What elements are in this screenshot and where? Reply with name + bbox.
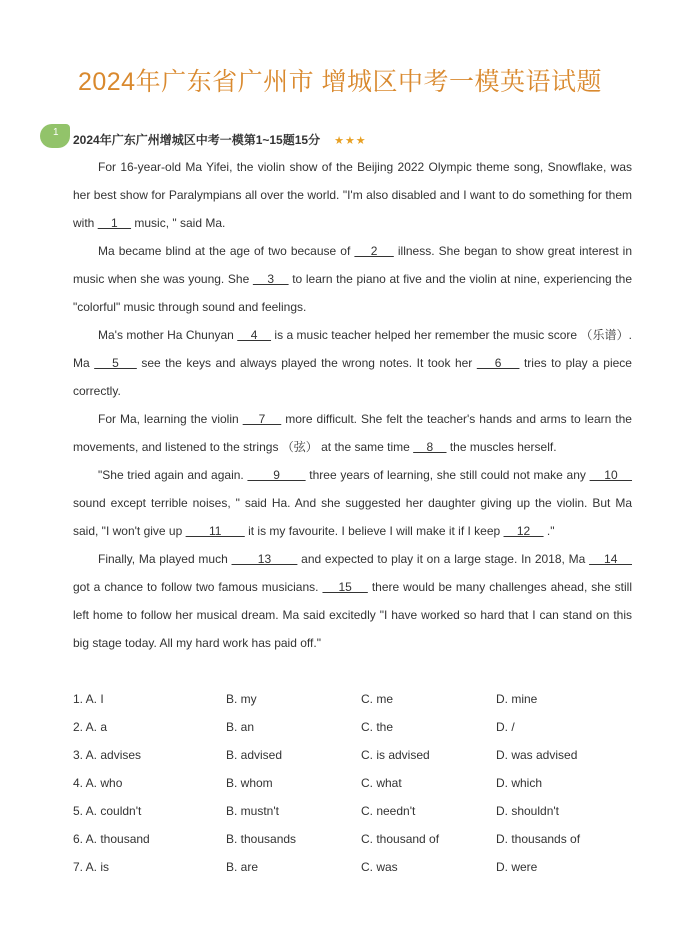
option-choice-d: D. mine [496,692,538,706]
option-choice-c: C. is advised [361,748,430,762]
option-choice-c: C. me [361,692,394,706]
answer-options [73,685,653,881]
passage-text: "She tried again and again. [98,468,248,482]
answer-blank: 13 [231,552,298,566]
answer-blank: 10 [589,468,633,482]
passage-text: Finally, Ma played much [98,552,232,566]
option-choice-a: 1. A. I [73,692,104,706]
passage-paragraph [73,545,632,657]
difficulty-stars-icon: ★★★ [334,135,367,147]
answer-blank: 7 [242,412,282,426]
passage-text: Ma became blind at the age of two because of [98,244,355,258]
option-choice-d: D. thousands of [496,832,581,846]
answer-blank: 5 [94,356,137,370]
option-choice-a: 2. A. a [73,720,108,734]
option-row [73,853,653,881]
option-choice-b: B. advised [226,748,283,762]
passage-text: and expected to play it on a large stage. In 2018, Ma [297,552,590,566]
option-choice-c: C. thousand of [361,832,440,846]
passage-text: sound except terrible noises, " said Ha. And she suggested her daughter giving up the violin. But Ma said, "I won't give up [73,496,632,538]
page-title: 2024年广东省广州市 增城区中考一模英语试题 [77,68,603,96]
answer-blank: 11 [185,524,245,538]
option-row [73,769,653,797]
option-choice-d: D. was advised [496,748,578,762]
answer-blank: 2 [354,244,394,258]
question-number-badge: 1 [40,124,70,148]
answer-blank: 6 [476,356,520,370]
option-choice-a: 4. A. who [73,776,123,790]
passage-text: three years of learning, she still could not make any [305,468,590,482]
question-title-text: 2024年广东广州增城区中考一模第1~15题15分 [73,133,321,147]
passage-paragraph [73,153,632,237]
option-choice-c: C. the [361,720,394,734]
answer-blank: 1 [97,216,132,230]
passage-paragraph [73,237,632,321]
passage-text: ." [543,524,555,538]
option-choice-d: D. were [496,860,538,874]
option-choice-c: C. needn't [361,804,416,818]
answer-blank: 8 [413,440,447,454]
question-title [73,131,367,148]
cloze-passage [73,153,632,657]
option-choice-b: B. are [226,860,259,874]
passage-text: Ma's mother Ha Chunyan [98,328,238,342]
option-row [73,797,653,825]
passage-text: it is my favourite. I believe I will make it if I keep [244,524,504,538]
answer-blank: 4 [237,328,272,342]
passage-text: see the keys and always played the wrong notes. It took her [136,356,477,370]
passage-text: For Ma, learning the violin [98,412,243,426]
passage-paragraph [73,321,632,405]
option-choice-d: D. / [496,720,515,734]
option-choice-b: B. whom [226,776,273,790]
answer-blank: 14 [589,552,632,566]
passage-paragraph [73,461,632,545]
option-choice-a: 3. A. advises [73,748,142,762]
passage-text: tries to play a piece correctly. [73,356,632,398]
passage-text: there would be many challenges ahead, she still left home to follow her musical dream. Ma said excitedly "I have worked so hard that I can stand on this big stage today. All my hard work has paid off." [73,580,632,650]
answer-blank: 3 [252,272,289,286]
option-choice-d: D. shouldn't [496,804,559,818]
passage-text: is a music teacher helped her remember the music score （乐谱）. Ma [73,328,632,370]
passage-text: illness. She began to show great interest in music when she was young. She [73,244,632,286]
answer-blank: 12 [503,524,544,538]
passage-text: music, " said Ma. [131,216,226,230]
option-choice-a: 5. A. couldn't [73,804,142,818]
option-choice-d: D. which [496,776,543,790]
option-choice-c: C. what [361,776,402,790]
option-choice-b: B. mustn't [226,804,279,818]
option-choice-b: B. an [226,720,255,734]
question-header [40,124,640,150]
answer-blank: 15 [322,580,368,594]
option-choice-b: B. my [226,692,257,706]
passage-text: more difficult. She felt the teacher's hands and arms to learn the movements, and listened to the strings （弦） at the same time [73,412,632,454]
option-row [73,713,653,741]
option-choice-c: C. was [361,860,398,874]
passage-text: to learn the piano at five and the violin at nine, experiencing the "colorful" music through sound and feelings. [73,272,632,314]
option-choice-a: 7. A. is [73,860,110,874]
option-row [73,685,653,713]
option-row [73,825,653,853]
passage-text: got a chance to follow two famous musicians. [73,580,323,594]
answer-blank: 9 [247,468,306,482]
option-row [73,741,653,769]
option-choice-b: B. thousands [226,832,297,846]
passage-paragraph [73,405,632,461]
passage-text: the muscles herself. [446,440,557,454]
option-choice-a: 6. A. thousand [73,832,150,846]
passage-text: For 16-year-old Ma Yifei, the violin show of the Beijing 2022 Olympic theme song, Snowflake, was her best show for Paralympians all over the world. "I'm also disabled and I want to do something for them with [73,160,632,230]
